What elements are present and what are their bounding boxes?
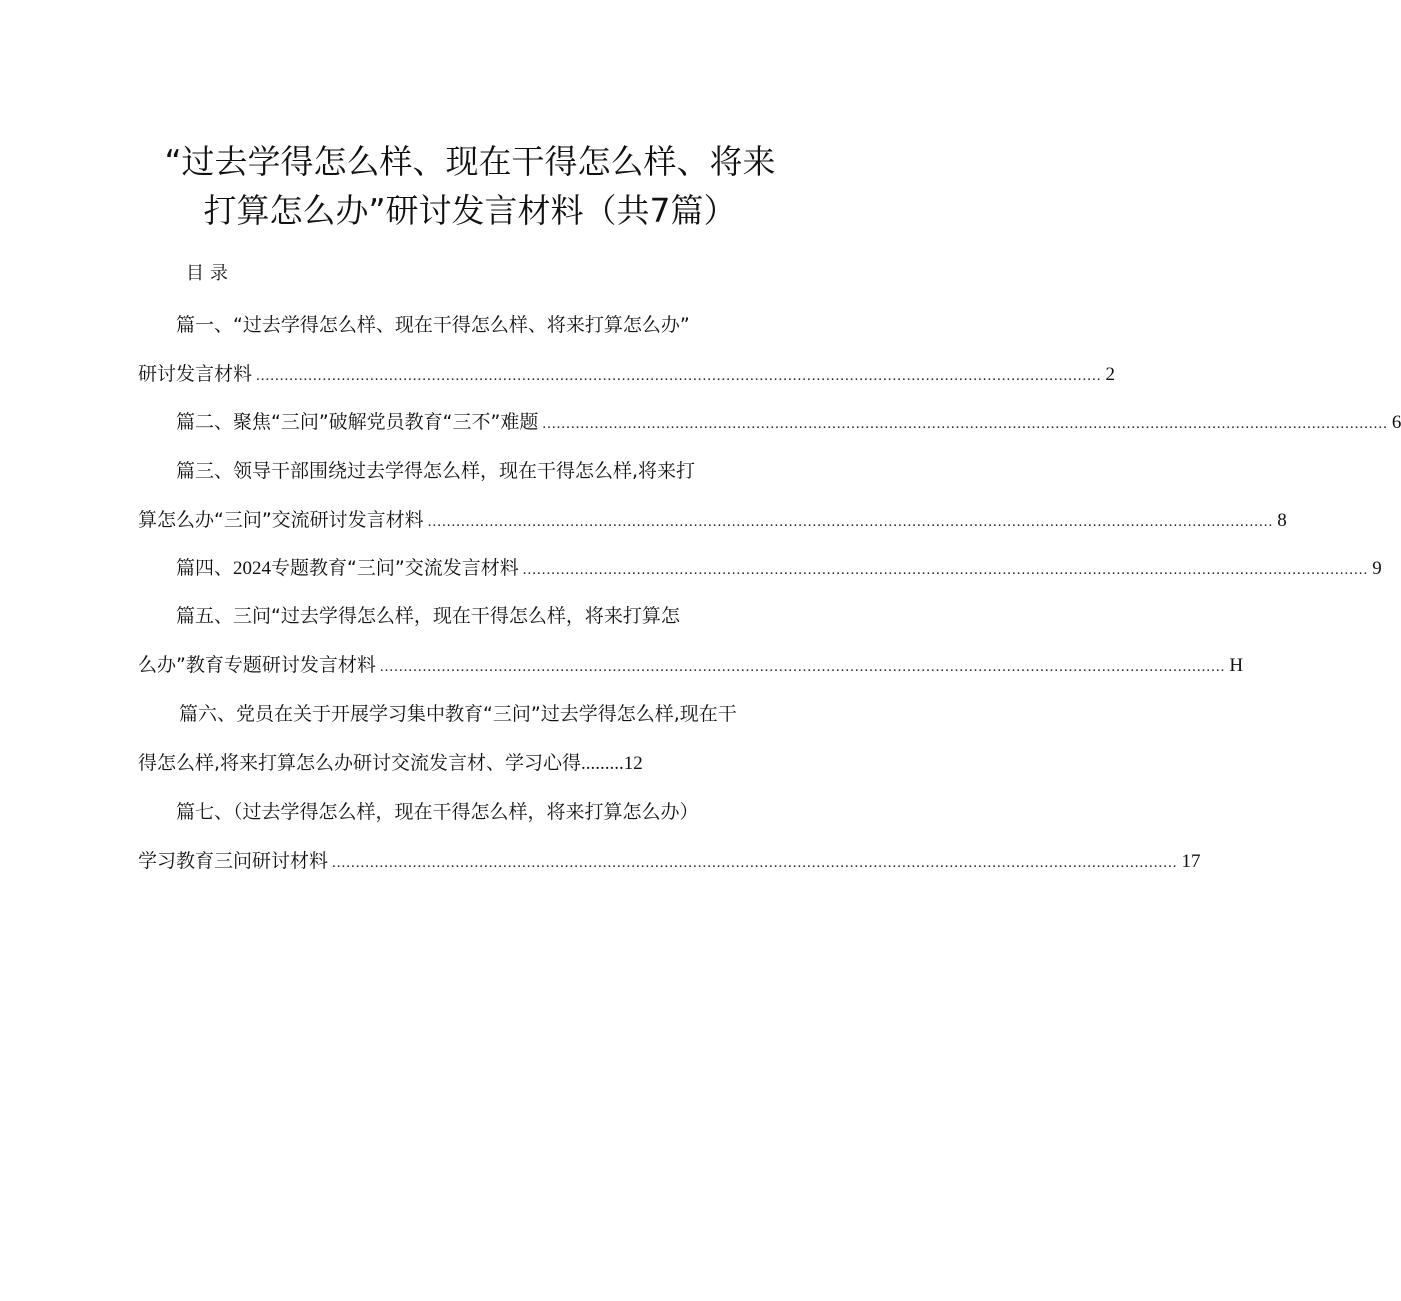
toc-leader-dots: .................................................................................................................................................................................. xyxy=(332,855,1178,871)
toc-entry-4[interactable] xyxy=(176,555,1382,583)
toc-entry-5-line-1: 篇五、三问“过去学得怎么样，现在干得怎么样，将来打算怎 xyxy=(176,605,680,627)
toc-entry-6[interactable] xyxy=(138,750,643,777)
toc-entry-6-dots: ......... xyxy=(581,753,624,774)
toc-entry-3[interactable] xyxy=(138,507,1287,535)
toc-entry-5-line-2: 么办”教育专题研讨发言材料 xyxy=(138,654,376,676)
toc-entry-6-line-2: 得怎么样,将来打算怎么办研讨交流发言材、学习心得 xyxy=(138,752,582,774)
toc-entry-3-page: 8 xyxy=(1277,510,1287,531)
toc-entry-1-page: 2 xyxy=(1105,364,1116,385)
toc-entry-1-line-1: 篇一、“过去学得怎么样、现在干得怎么样、将来打算怎么办” xyxy=(176,314,690,336)
toc-entry-4-prefix: 篇四、 xyxy=(176,557,234,579)
toc-entry-2-page: 6 xyxy=(1391,412,1401,433)
toc-entry-7-page: 17 xyxy=(1181,851,1201,872)
toc-entry-5[interactable] xyxy=(138,652,1244,680)
toc-entry-6-line-1: 篇六、党员在关于开展学习集中教育“三问”过去学得怎么样,现在干 xyxy=(179,703,737,725)
toc-entry-1-line-2: 研讨发言材料 xyxy=(138,363,253,385)
toc-entry-4-rest: 专题教育“三问”交流发言材料 xyxy=(271,557,519,579)
document-title-line-2: 打算怎么办”研讨发言材料（共7篇） xyxy=(203,191,737,230)
toc-entry-7[interactable] xyxy=(138,848,1201,876)
toc-leader-dots: .................................................................................................................................................................................. xyxy=(542,416,1388,432)
toc-entry-2[interactable] xyxy=(176,409,1401,437)
toc-entry-4-page: 9 xyxy=(1372,558,1382,579)
toc-heading: 目录 xyxy=(186,263,234,284)
toc-entry-3-line-1: 篇三、领导干部围绕过去学得怎么样，现在干得怎么样,将来打 xyxy=(176,460,696,482)
document-title-line-1: “过去学得怎么样、现在干得怎么样、将来 xyxy=(164,142,776,181)
toc-entry-2-line-1: 篇二、聚焦“三问”破解党员教育“三不”难题 xyxy=(176,411,539,433)
toc-entry-4-year: 2024 xyxy=(233,558,272,579)
toc-entry-5-page: H xyxy=(1229,655,1244,676)
toc-leader-dots: .................................................................................................................................................................................. xyxy=(427,514,1274,530)
toc-leader-dots: .................................................................................................................................................................................. xyxy=(522,562,1369,578)
toc-entry-1[interactable] xyxy=(138,361,1116,389)
toc-entry-3-line-2: 算怎么办“三问”交流研讨发言材料 xyxy=(138,509,424,531)
toc-entry-7-line-1: 篇七、（过去学得怎么样，现在干得怎么样，将来打算怎么办） xyxy=(176,801,699,823)
toc-leader-dots: .................................................................................................................................................................................. xyxy=(256,368,1102,384)
toc-entry-6-page: 12 xyxy=(623,753,643,774)
toc-entry-4-line-1 xyxy=(176,555,519,582)
toc-leader-dots: .................................................................................................................................................................................. xyxy=(379,659,1226,675)
toc-entry-7-line-2: 学习教育三问研讨材料 xyxy=(138,850,329,872)
